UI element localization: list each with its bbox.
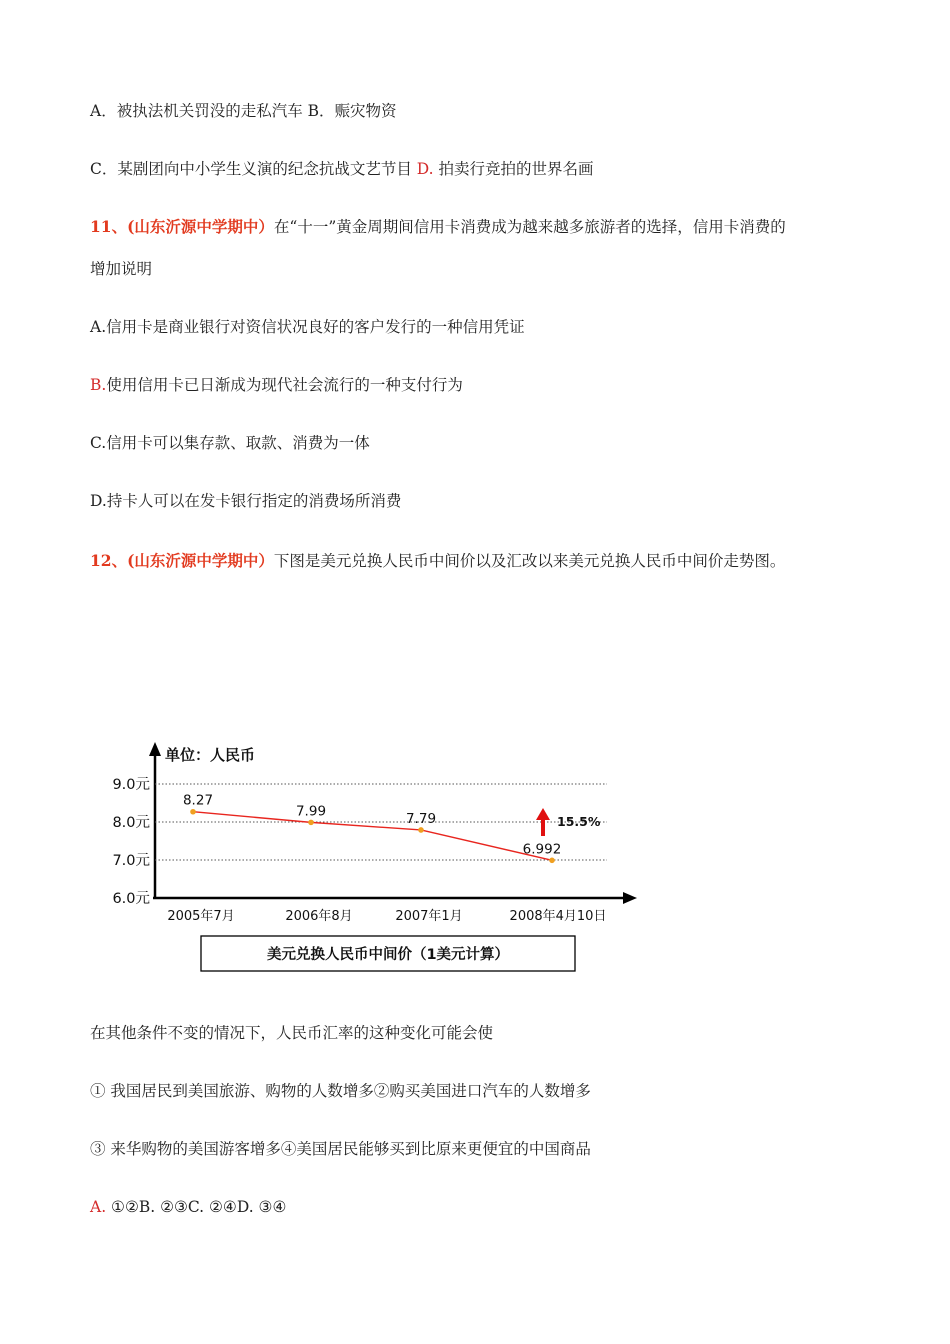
q11-stem-text-2: 增加说明 <box>90 260 153 278</box>
q10-option-line-2 <box>90 158 594 180</box>
series-line <box>190 809 555 863</box>
q11-option-a-text: 信用卡是商业银行对资信状况良好的客户发行的一种信用凭证 <box>106 318 525 336</box>
q12-question-line <box>90 1022 493 1044</box>
q11-label: 11、(山东沂源中学期中） <box>90 217 274 236</box>
q11-stem-line-1 <box>90 216 786 238</box>
y-tick-label: 6.0元 <box>112 891 150 907</box>
y-tick-label: 9.0元 <box>112 777 150 793</box>
x-tick-label: 2008年4月10日 <box>509 909 607 924</box>
q12-answer-line <box>90 1196 286 1218</box>
q11-option-a-letter: A. <box>90 318 107 336</box>
q12-items-text-1: ① 我国居民到美国旅游、购物的人数增多②购买美国进口汽车的人数增多 <box>90 1082 591 1100</box>
unit-label: 单位：人民币 <box>165 746 256 764</box>
q12-answer-letter: A. <box>90 1198 107 1216</box>
q11-option-c-text: 信用卡可以集存款、取款、消费为一体 <box>106 434 370 452</box>
data-label: 6.992 <box>522 841 562 858</box>
q12-label: 12、(山东沂源中学期中） <box>90 551 274 570</box>
q11-option-b-letter: B. <box>90 376 107 394</box>
x-tick-labels <box>167 908 606 924</box>
q12-answer-options: ①②B. ②③C. ②④D. ③④ <box>106 1198 287 1216</box>
x-tick-label: 2007年1月 <box>395 909 463 924</box>
q11-option-b-text: 使用信用卡已日渐成为现代社会流行的一种支付行为 <box>106 376 463 394</box>
data-point <box>418 827 424 833</box>
y-tick-label: 7.0元 <box>112 853 150 869</box>
q12-items-line-2 <box>90 1138 591 1160</box>
data-point <box>549 858 555 864</box>
change-percent-label: 15.5% <box>557 814 601 829</box>
y-tick-label: 8.0元 <box>112 815 150 831</box>
chart-title: 美元兑换人民币中间价（1美元计算） <box>266 947 510 963</box>
q10-answer-letter: D. <box>416 160 434 178</box>
q11-option-a <box>90 316 525 338</box>
q12-stem-line <box>90 550 785 572</box>
data-point <box>308 820 314 826</box>
q10-option-ab-text: A．被执法机关罚没的走私汽车 B．赈灾物资 <box>90 102 397 120</box>
y-tick-labels <box>112 776 150 907</box>
q12-items-text-2: ③ 来华购物的美国游客增多④美国居民能够买到比原来更便宜的中国商品 <box>90 1140 591 1158</box>
q11-option-c <box>90 432 370 454</box>
q12-items-line-1 <box>90 1080 591 1102</box>
data-label: 8.27 <box>182 792 214 809</box>
x-axis-arrow <box>623 892 637 904</box>
q11-option-d <box>90 490 401 512</box>
exchange-rate-chart <box>95 740 655 980</box>
data-point <box>190 809 196 815</box>
data-labels <box>183 793 561 858</box>
x-tick-label: 2005年7月 <box>167 909 235 924</box>
increase-arrow-icon <box>536 808 550 820</box>
y-axis-arrow <box>149 742 161 756</box>
q11-stem-line-2 <box>90 258 152 280</box>
q10-option-d-text: 拍卖行竞拍的世界名画 <box>433 160 594 178</box>
q11-option-d-letter: D. <box>90 492 107 510</box>
q10-option-c-text: C．某剧团向中小学生义演的纪念抗战文艺节目 <box>90 160 417 178</box>
q11-option-c-letter: C. <box>90 434 107 452</box>
data-label: 7.79 <box>405 810 437 827</box>
q12-stem-text: 下图是美元兑换人民币中间价以及汇改以来美元兑换人民币中间价走势图。 <box>273 552 786 570</box>
q11-option-b <box>90 374 463 396</box>
data-label: 7.99 <box>295 803 327 820</box>
series-polyline <box>193 812 552 861</box>
q11-stem-text-1: 在“十一”黄金周期间信用卡消费成为越来越多旅游者的选择，信用卡消费的 <box>273 218 786 236</box>
q12-question-text: 在其他条件不变的情况下，人民币汇率的这种变化可能会使 <box>90 1024 494 1042</box>
q11-option-d-text: 持卡人可以在发卡银行指定的消费场所消费 <box>106 492 402 510</box>
x-tick-label: 2006年8月 <box>285 909 353 924</box>
q10-option-line-1 <box>90 100 397 122</box>
